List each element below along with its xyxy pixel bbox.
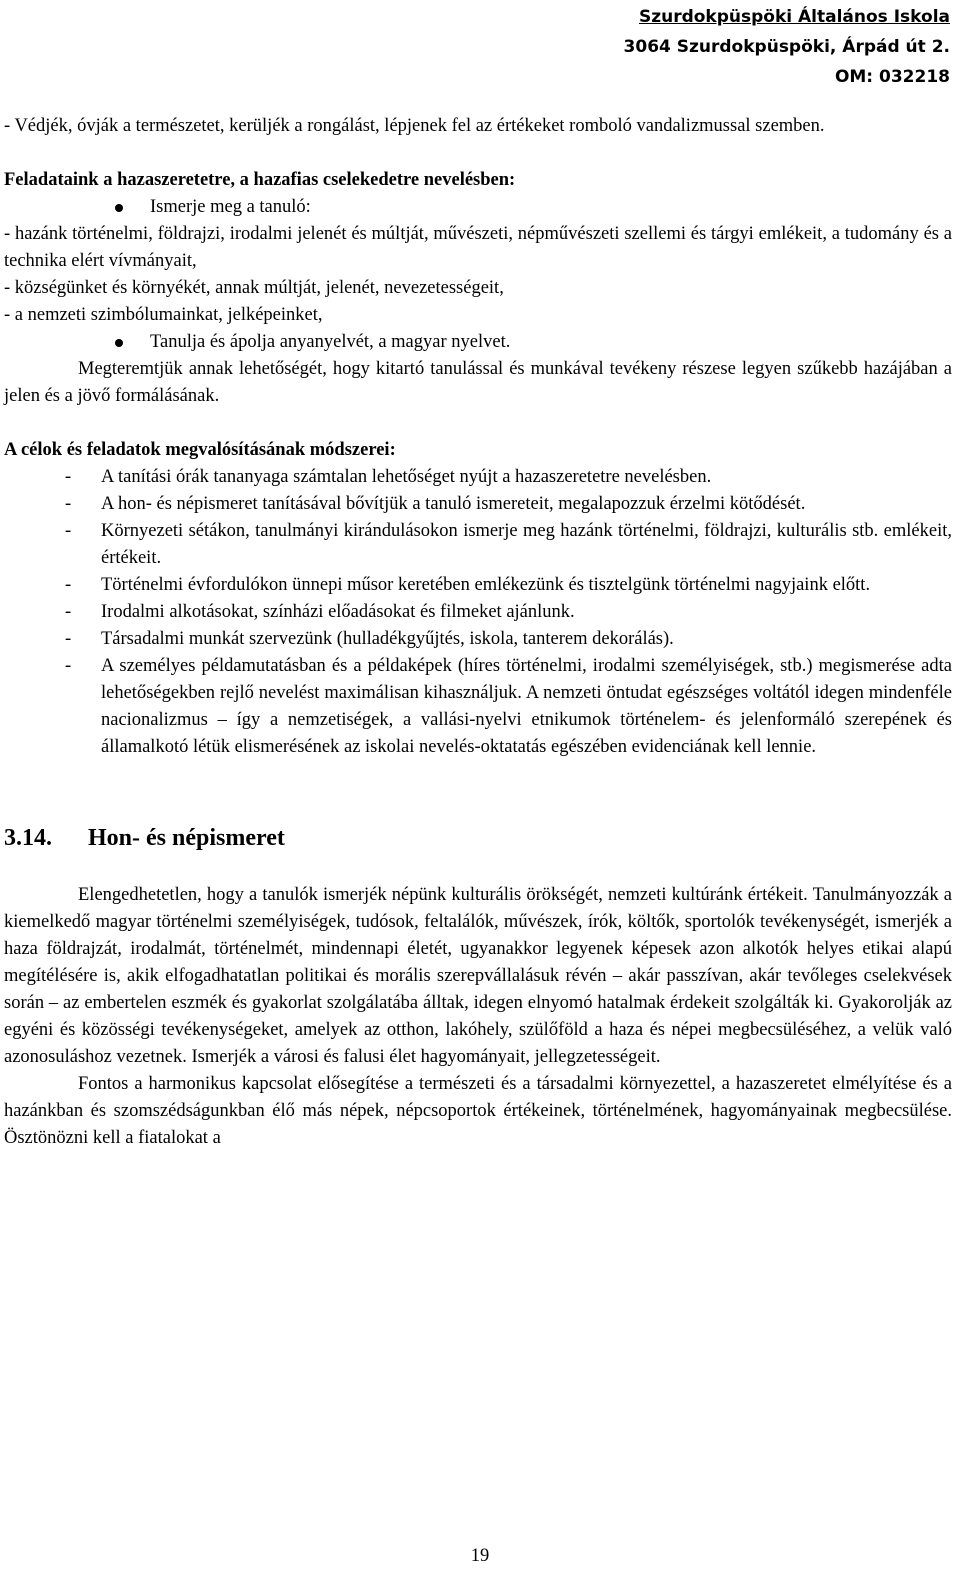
school-om-number: OM: 032218 (834, 67, 950, 87)
dash-marker: - (65, 575, 72, 595)
method-text: Környezeti sétákon, tanulmányi kirándulásokon ismerje meg hazánk történelmi, földrajzi, kulturális stb. emlékeit, értékeit. (101, 521, 952, 568)
section-paragraph: Elengedhetetlen, hogy a tanulók ismerjék népünk kulturális örökségét, nemzeti kultúránk értékeit. Tanulmányozzák a kiemelkedő magyar történelmi személyiségek, tudósok, feltalálók, művészek, írók, költők, sportolók tevékenységét, ismerjék a haza földrajzát, irodalmát, történelmét, mindennapi életét, ugyanakkor legyenek képesek azon alkotók helyes etikai alapú megítélésére is, akik elfogadhatatlan politikai és morális szerepvállalásuk révén – akár passzívan, akár tevőleges cselekvések során – az embertelen eszmék és gyakorlat szolgálatába álltak, idegen elnyomó hatalmak érdekeit szolgálták ki. Gyakorolják az egyéni és közösségi tevékenységeket, amelyek az otthon, lakóhely, szülőföld a haza és népei megbecsüléséhez, a velük való azonosuláshoz vezetnek. Ismerjék a városi és falusi élet hagyományait, jellegzetességeit. (4, 885, 952, 1067)
method-text: A tanítási órák tananyaga számtalan lehetőséget nyújt a hazaszeretetre nevelésben. (101, 467, 712, 487)
method-text: Irodalmi alkotásokat, színházi előadásokat és filmeket ajánlunk. (101, 602, 575, 622)
dash-marker: - (65, 521, 72, 541)
document-body (4, 113, 952, 1152)
school-address: 3064 Szurdokpüspöki, Árpád út 2. (623, 37, 950, 57)
method-text: A hon- és népismeret tanításával bővítjük a tanuló ismereteit, megalapozzuk érzelmi kötődését. (101, 494, 806, 514)
dash-marker: - (65, 602, 72, 622)
method-text: Történelmi évfordulókon ünnepi műsor keretében emlékezünk és tisztelgünk történelmi nagyjaink előtt. (101, 575, 871, 595)
intro-paragraph: - Védjék, óvják a természetet, kerüljék a rongálást, lépjenek fel az értékeket romboló vandalizmussal szemben. (4, 116, 825, 136)
method-item (4, 572, 952, 599)
section-paragraph: Fontos a harmonikus kapcsolat elősegítése a természeti és a társadalmi környezettel, a hazaszeretet elmélyítése és a hazánkban és szomszédságunkban élő más népek, népcsoportok értékeinek, történelmének, hagyományainak megbecsülése. Ösztönözni kell a fiatalokat a (4, 1074, 952, 1148)
method-item (4, 518, 952, 572)
bullet-text: Tanulja és ápolja anyanyelvét, a magyar nyelvet. (150, 332, 511, 352)
section-number: 3.14. (4, 825, 52, 851)
method-text: A személyes példamutatásban és a példaképek (híres történelmi, irodalmi személyiségek, stb.) megismerése adta lehetőségekben rejlő nevelést maximálisan kihasználjuk. A nemzeti öntudat egészséges voltától idegen mindenféle nacionalizmus – így a nemzetiségek, a vallási-nyelvi etnikumok történelem- és jelenformáló szerepének és államalkotó létük elismerésének az iskolai nevelés-oktatatás egészében evidenciának kell lennie. (101, 656, 952, 757)
page-number: 19 (470, 1546, 490, 1566)
methods-heading: A célok és feladatok megvalósításának módszerei: (4, 440, 396, 460)
bullet-item (4, 329, 952, 356)
bullet-text: Ismerje meg a tanuló: (150, 197, 311, 217)
method-item (4, 626, 952, 653)
method-item (4, 599, 952, 626)
dash-marker: - (65, 467, 72, 487)
patriotism-line: - a nemzeti szimbólumainkat, jelképeinket, (4, 305, 323, 325)
page-header (624, 2, 950, 92)
patriotism-line: - hazánk történelmi, földrajzi, irodalmi jelenét és múltját, művészeti, népművészeti szellemi és tárgyi emlékeit, a tudomány és a technika elért vívmányait, (4, 224, 952, 271)
section-heading (4, 821, 952, 855)
patriotism-heading: Feladataink a hazaszeretetre, a hazafias cselekedetre nevelésben: (4, 170, 516, 190)
dash-marker: - (65, 494, 72, 514)
method-item (4, 653, 952, 761)
section-title: Hon- és népismeret (88, 825, 285, 851)
method-text: Társadalmi munkát szervezünk (hulladékgyűjtés, iskola, tanterem dekorálás). (101, 629, 674, 649)
dash-marker: - (65, 629, 72, 649)
patriotism-line: - községünket és környékét, annak múltját, jelenét, nevezetességeit, (4, 278, 504, 298)
method-item (4, 464, 952, 491)
method-item (4, 491, 952, 518)
bullet-item (4, 194, 952, 221)
dash-marker: - (65, 656, 72, 676)
school-name: Szurdokpüspöki Általános Iskola (638, 7, 950, 27)
patriotism-closing: Megteremtjük annak lehetőségét, hogy kitartó tanulással és munkával tevékeny részese legyen szűkebb hazájában a jelen és a jövő formálásának. (4, 359, 952, 406)
